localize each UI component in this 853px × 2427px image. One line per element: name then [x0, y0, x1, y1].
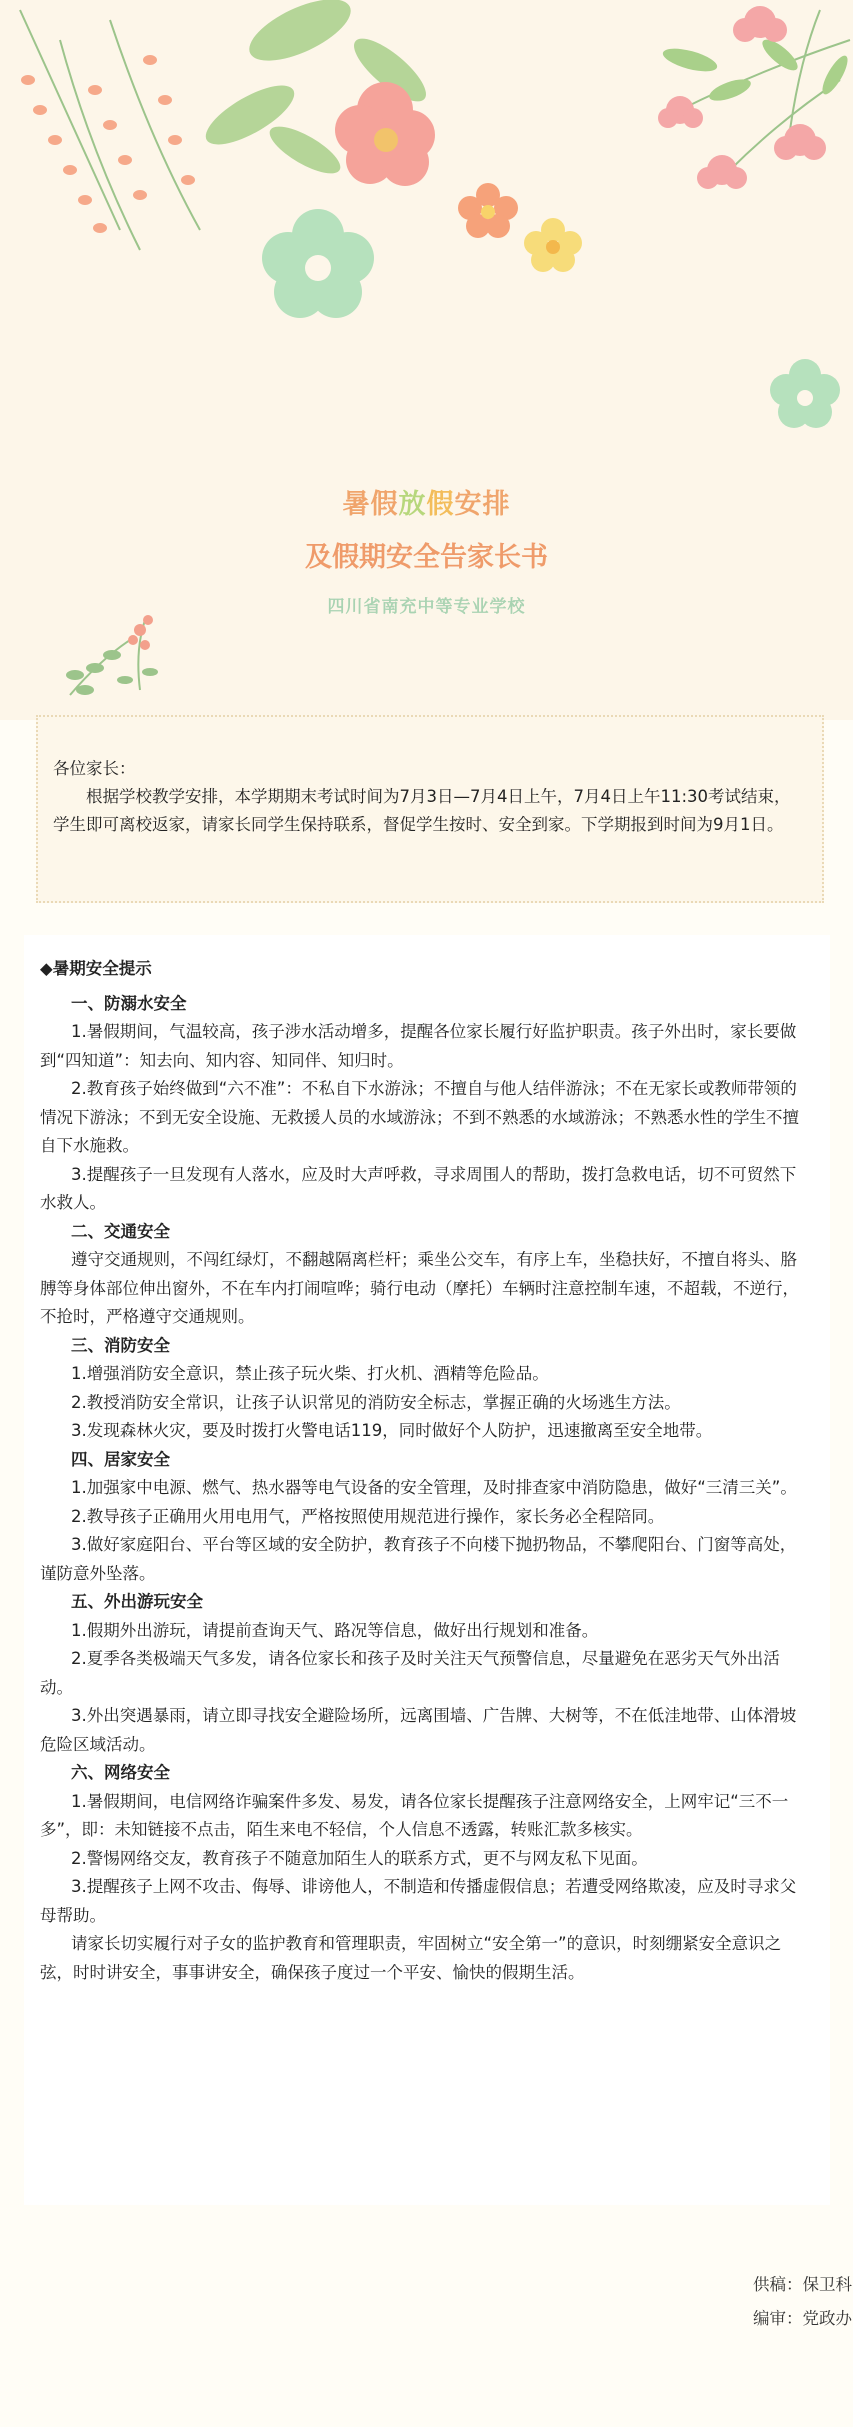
title-part-fang: 放: [398, 489, 427, 520]
page-title-line1: [0, 482, 853, 521]
right-leaves: [661, 35, 852, 105]
section-paragraph: 1.暑假期间，电信网络诈骗案件多发、易发，请各位家长提醒孩子注意网络安全，上网牢记“三不一多”，即：未知链接不点击，陌生来电不轻信，个人信息不透露，转账汇款多核实。: [40, 1791, 789, 1839]
section-paragraph: 2.教导孩子正确用火用电用气，严格按照使用规范进行操作，家长务必全程陪同。: [71, 1506, 665, 1526]
green-flower-right: [770, 359, 840, 428]
section-paragraph: 1.暑假期间，气温较高，孩子涉水活动增多，提醒各位家长履行好监护职责。孩子外出时，家长要做到“四知道”：知去向、知内容、知同伴、知归时。: [40, 1022, 797, 1070]
section-title: 五、外出游玩安全: [71, 1592, 203, 1611]
title-block: [0, 482, 853, 617]
intro-paragraph: 根据学校教学安排，本学期期末考试时间为7月3日—7月4日上午，7月4日上午11:30考试结束，学生即可离校返家，请家长同学生保持联系，督促学生按时、安全到家。下学期报到时间为9月1日。: [53, 787, 791, 834]
section-paragraph: 3.做好家庭阳台、平台等区域的安全防护，教育孩子不向楼下抛扔物品，不攀爬阳台、门窗等高处，谨防意外坠落。: [40, 1535, 797, 1583]
footer-credits: [753, 2268, 853, 2336]
left-buds: [21, 55, 195, 233]
section-title: 三、消防安全: [71, 1335, 170, 1355]
section-paragraph: 2.教育孩子始终做到“六不准”：不私自下水游泳；不擅自与他人结伴游泳；不在无家长或教师带领的情况下游泳；不到无安全设施、无救援人员的水域游泳；不到不熟悉的水域游泳；不熟悉水性的学生不擅自下水施救。: [40, 1079, 799, 1155]
greeting: 各位家长：: [53, 759, 136, 778]
closing-paragraph: 请家长切实履行对子女的监护教育和管理职责，牢固树立“安全第一”的意识，时刻绷紧安全意识之弦，时时讲安全，事事讲安全，确保孩子度过一个平安、愉快的假期生活。: [40, 1934, 782, 1982]
title-part-summer: 暑假: [342, 489, 399, 520]
section-paragraph: 1.增强消防安全意识，禁止孩子玩火柴、打火机、酒精等危险品。: [71, 1364, 549, 1383]
safety-notice: [24, 935, 830, 2205]
title-part-jia: 假: [426, 489, 455, 520]
section-paragraph: 1.假期外出游玩，请提前查询天气、路况等信息，做好出行规划和准备。: [71, 1620, 599, 1640]
source-credit: 供稿：保卫科: [753, 2275, 852, 2294]
yellow-flower: [524, 218, 582, 272]
section-title: 六、网络安全: [71, 1763, 170, 1782]
section-paragraph: 3.发现森林火灾，要及时拨打火警电话119，同时做好个人防护，迅速撤离至安全地带。: [71, 1421, 713, 1440]
section-paragraph: 3.提醒孩子一旦发现有人落水，应及时大声呼救，寻求周围人的帮助，拨打急救电话，切不可贸然下水救人。: [40, 1164, 797, 1212]
section-paragraph: 2.警惕网络交友，教育孩子不随意加陌生人的联系方式，更不与网友私下见面。: [71, 1848, 648, 1868]
school-name: 四川省南充中等专业学校: [327, 597, 526, 617]
editor-credit: 编审：党政办: [753, 2309, 852, 2328]
section-paragraph: 2.夏季各类极端天气多发，请各位家长和孩子及时关注天气预警信息，尽量避免在恶劣天气外出活动。: [40, 1649, 780, 1697]
section-title: 二、交通安全: [71, 1221, 170, 1241]
green-flower: [262, 209, 374, 318]
section-title: 四、居家安全: [71, 1449, 170, 1469]
section-paragraph: 遵守交通规则，不闯红绿灯，不翻越隔离栏杆；乘坐公交车，有序上车，坐稳扶好，不擅自将头、胳膊等身体部位伸出窗外，不在车内打闹喧哗；骑行电动（摩托）车辆时注意控制车速，不超载，不逆行，不抢时，严格遵守交通规则。: [40, 1250, 799, 1326]
intro-box: [36, 715, 824, 903]
right-pink-flowers: [658, 6, 826, 189]
section-paragraph: 1.加强家中电源、燃气、热水器等电气设备的安全管理，及时排查家中消防隐患，做好“三清三关”。: [71, 1478, 797, 1497]
section-title: 一、防溺水安全: [71, 993, 187, 1013]
section-paragraph: 2.教授消防安全常识，让孩子认识常见的消防安全标志，掌握正确的火场逃生方法。: [71, 1392, 681, 1412]
sprig-illustration: [66, 615, 158, 695]
hero-banner: [0, 0, 853, 720]
section-paragraph: 3.提醒孩子上网不攻击、侮辱、诽谤他人，不制造和传播虚假信息；若遭受网络欺凌，应及时寻求父母帮助。: [40, 1877, 797, 1925]
orange-flower: [458, 183, 518, 238]
notice-heading: ◆暑期安全提示: [40, 959, 152, 978]
section-paragraph: 3.外出突遇暴雨，请立即寻找安全避险场所，远离围墙、广告牌、大树等，不在低洼地带、山体滑坡危险区域活动。: [40, 1706, 797, 1754]
page-title-line2: 及假期安全告家长书: [305, 542, 548, 573]
title-part-arrangement: 安排: [454, 489, 511, 520]
